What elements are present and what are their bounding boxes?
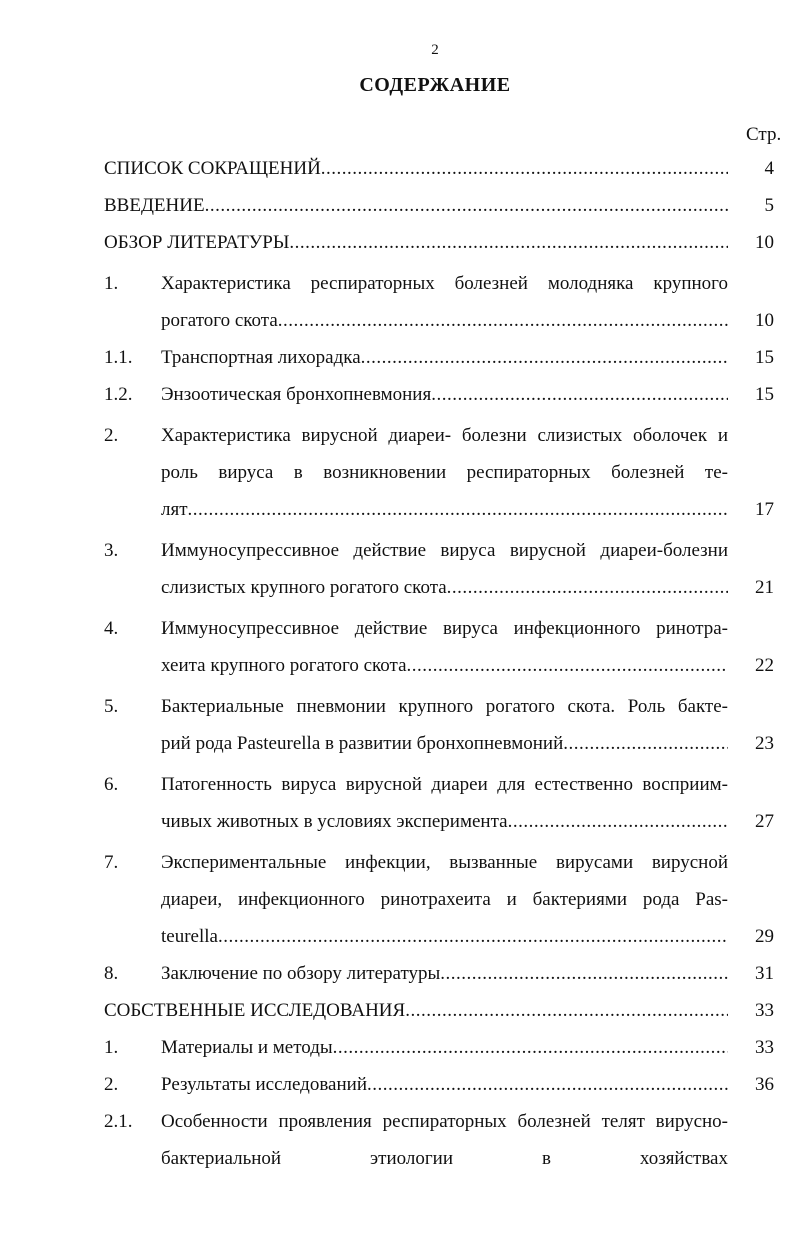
toc-entry <box>104 1066 776 1103</box>
toc-entry-page: 4 <box>764 158 774 179</box>
toc-entry-line: диареи, инфекционного ринотрахеита и бактериями рода Pas- <box>161 889 728 910</box>
dot-leader <box>218 918 728 955</box>
toc-entry-number: 7. <box>104 852 119 873</box>
page-number: 2 <box>431 42 439 58</box>
toc-entry-title <box>104 187 728 224</box>
toc-entry-title <box>104 150 728 187</box>
toc-entry-page: 21 <box>755 577 774 598</box>
toc-entry-title <box>161 1029 728 1066</box>
toc-entry <box>104 1103 776 1177</box>
toc-entry-line: слизистых крупного рогатого скота <box>161 577 447 598</box>
toc-entry-line: хеита крупного рогатого скота <box>161 655 407 676</box>
toc-entry <box>104 766 776 840</box>
toc-entry-number: 2. <box>104 1074 119 1095</box>
toc-entry <box>104 844 776 955</box>
toc-entry-page: 17 <box>755 499 774 520</box>
toc-entry-number: 1. <box>104 273 119 294</box>
toc-entry <box>104 610 776 684</box>
toc-entry-title <box>161 610 728 684</box>
dot-leader <box>440 955 728 992</box>
toc-entry-number: 1. <box>104 1037 119 1058</box>
toc-entry-title <box>161 844 728 955</box>
toc-entry-page: 29 <box>755 926 774 947</box>
toc-entry-line: СОБСТВЕННЫЕ ИССЛЕДОВАНИЯ <box>104 1000 406 1021</box>
toc-entry <box>104 532 776 606</box>
toc-entry-line: Иммуносупрессивное действие вируса вирусной диареи-болезни <box>161 540 728 561</box>
toc-entry-number: 6. <box>104 774 119 795</box>
toc-entry-line: СПИСОК СОКРАЩЕНИЙ <box>104 158 321 179</box>
toc-entry-line: Энзоотическая бронхопневмония <box>161 384 432 405</box>
toc-entry-title <box>161 766 728 840</box>
toc-entry-line: Бактериальные пневмонии крупного рогатого скота. Роль бакте- <box>161 696 728 717</box>
dot-leader <box>431 376 728 413</box>
toc-entry-page: 27 <box>755 811 774 832</box>
toc-entry-line: ОБЗОР ЛИТЕРАТУРЫ <box>104 232 290 253</box>
toc-entry-page: 23 <box>755 733 774 754</box>
toc-entry-title <box>104 224 728 261</box>
toc-entry-line: Характеристика вирусной диареи- болезни слизистых оболочек и <box>161 425 728 446</box>
toc-entry-page: 15 <box>755 384 774 405</box>
toc-entry-title <box>161 955 728 992</box>
toc-entry-number: 5. <box>104 696 119 717</box>
dot-leader <box>333 1029 728 1066</box>
toc-entry <box>104 224 776 261</box>
toc-entry-number: 8. <box>104 963 119 984</box>
toc-entry-page: 5 <box>764 195 774 216</box>
toc-entry-line: Патогенность вируса вирусной диареи для естественно восприим- <box>161 774 728 795</box>
page-title: СОДЕРЖАНИЕ <box>359 74 511 96</box>
toc-entry-number: 1.1. <box>104 347 133 368</box>
toc-entry-line: Транспортная лихорадка <box>161 347 361 368</box>
toc-entry-line: рий рода Pasteurella в развитии бронхопневмоний <box>161 733 564 754</box>
toc-entry-number: 3. <box>104 540 119 561</box>
toc-entry <box>104 955 776 992</box>
toc-entry-page: 36 <box>755 1074 774 1095</box>
toc-entry-page: 22 <box>755 655 774 676</box>
toc-entry-line: лят <box>161 499 188 520</box>
toc-entry-line: ВВЕДЕНИЕ <box>104 195 205 216</box>
toc-entry-line: Результаты исследований <box>161 1074 367 1095</box>
dot-leader <box>321 150 728 187</box>
toc-entry-line: Экспериментальные инфекции, вызванные вирусами вирусной <box>161 852 728 873</box>
toc-entry-title <box>161 265 728 339</box>
toc-entry-title <box>161 1066 728 1103</box>
dot-leader <box>278 302 728 339</box>
toc-entry-line: Материалы и методы <box>161 1037 333 1058</box>
dot-leader <box>563 725 728 762</box>
toc-entry-number: 2. <box>104 425 119 446</box>
toc-entry <box>104 376 776 413</box>
toc-entry-line: Особенности проявления респираторных болезней телят вирусно- <box>161 1111 728 1132</box>
dot-leader <box>405 992 728 1029</box>
toc-entry-title <box>161 1103 728 1177</box>
toc-entry <box>104 339 776 376</box>
toc-entry-line: бактериальной этиологии в хозяйствах <box>161 1148 728 1169</box>
toc-entry-page: 33 <box>755 1037 774 1058</box>
dot-leader <box>188 491 728 528</box>
toc-entry <box>104 150 776 187</box>
toc-entry-page: 31 <box>755 963 774 984</box>
toc-entry-page: 10 <box>755 232 774 253</box>
toc-entry <box>104 992 776 1029</box>
toc-entry-line: Иммуносупрессивное действие вируса инфекционного ринотра- <box>161 618 728 639</box>
toc-entry-page: 33 <box>755 1000 774 1021</box>
toc-entry <box>104 187 776 224</box>
dot-leader <box>447 569 728 606</box>
toc-entry-number: 1.2. <box>104 384 133 405</box>
toc-entry-title <box>161 532 728 606</box>
toc-entry-title <box>161 688 728 762</box>
toc-entry <box>104 688 776 762</box>
page-column-label: Стр. <box>746 124 782 145</box>
dot-leader <box>508 803 728 840</box>
toc-entry-line: teurella <box>161 926 218 947</box>
dot-leader <box>361 339 728 376</box>
toc-entry <box>104 417 776 528</box>
dot-leader <box>407 647 728 684</box>
toc-entry-number: 4. <box>104 618 119 639</box>
toc-entry-line: рогатого скота <box>161 310 278 331</box>
table-of-contents <box>104 150 776 1177</box>
dot-leader <box>289 224 728 261</box>
toc-entry-title <box>161 339 728 376</box>
toc-entry-line: чивых животных в условиях эксперимента <box>161 811 508 832</box>
toc-entry-page: 10 <box>755 310 774 331</box>
toc-entry-title <box>104 992 728 1029</box>
toc-entry-line: роль вируса в возникновении респираторных болезней те- <box>161 462 728 483</box>
toc-entry-number: 2.1. <box>104 1111 133 1132</box>
toc-entry <box>104 1029 776 1066</box>
dot-leader <box>205 187 728 224</box>
toc-entry-title <box>161 376 728 413</box>
toc-entry-title <box>161 417 728 528</box>
toc-entry-line: Характеристика респираторных болезней молодняка крупного <box>161 273 728 294</box>
toc-entry-page: 15 <box>755 347 774 368</box>
toc-entry <box>104 265 776 339</box>
toc-entry-line: Заключение по обзору литературы <box>161 963 441 984</box>
dot-leader <box>367 1066 728 1103</box>
